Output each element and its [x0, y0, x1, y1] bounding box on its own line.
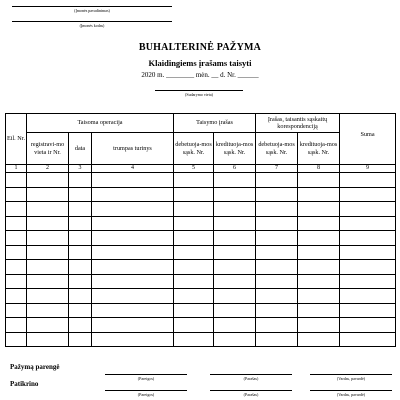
table-cell[interactable]	[214, 245, 256, 260]
table-cell[interactable]	[92, 303, 174, 318]
date-number-line: 2020 m. ________ mėn. __ d. Nr. ______	[141, 71, 259, 79]
table-cell[interactable]	[92, 289, 174, 304]
table-cell[interactable]	[69, 303, 92, 318]
table-row	[6, 173, 396, 188]
table-cell[interactable]	[27, 289, 69, 304]
table-cell[interactable]	[27, 187, 69, 202]
checked-by-label: Patikrino	[10, 380, 39, 388]
table-cell[interactable]	[69, 187, 92, 202]
table-cell[interactable]	[256, 303, 298, 318]
table-cell[interactable]	[27, 173, 69, 188]
header-row-1	[6, 114, 396, 133]
table-cell[interactable]	[256, 245, 298, 260]
table-cell[interactable]	[92, 231, 174, 246]
table-cell[interactable]	[69, 332, 92, 347]
table-cell[interactable]	[340, 231, 396, 246]
table-cell[interactable]	[214, 202, 256, 217]
table-cell[interactable]	[340, 187, 396, 202]
table-cell[interactable]	[214, 318, 256, 333]
column-number: 2	[27, 165, 69, 173]
table-cell[interactable]	[174, 187, 214, 202]
table-cell[interactable]	[69, 216, 92, 231]
table-cell[interactable]	[6, 187, 27, 202]
column-number: 5	[174, 165, 214, 173]
table-cell[interactable]	[298, 202, 340, 217]
table-cell[interactable]	[92, 318, 174, 333]
group-operation-header: Taisoma operacija	[27, 114, 174, 133]
header-row-2	[6, 133, 396, 165]
company-name-line	[12, 6, 172, 7]
table-cell[interactable]	[298, 274, 340, 289]
document-title: BUHALTERINĖ PAŽYMA	[138, 42, 262, 53]
prepared-signature-line	[210, 374, 292, 375]
correction-table	[5, 113, 396, 347]
table-cell[interactable]	[256, 260, 298, 275]
sub-registration-header: registravi-mo vieta ir Nr.	[27, 133, 69, 165]
sub-debit-2-header: debetuoja-mos sąsk. Nr.	[256, 133, 298, 165]
table-cell[interactable]	[256, 274, 298, 289]
table-cell[interactable]	[340, 260, 396, 275]
table-cell[interactable]	[6, 202, 27, 217]
prepared-name-line	[310, 374, 392, 375]
table-cell[interactable]	[174, 216, 214, 231]
table-cell[interactable]	[214, 274, 256, 289]
company-code-caption: (Įmonės kodas)	[79, 23, 105, 28]
table-cell[interactable]	[174, 318, 214, 333]
table-cell[interactable]	[340, 289, 396, 304]
table-cell[interactable]	[92, 245, 174, 260]
table-cell[interactable]	[214, 231, 256, 246]
table-cell[interactable]	[92, 274, 174, 289]
table-cell[interactable]	[6, 274, 27, 289]
group-correction-header: Taisymo įrašas	[174, 114, 256, 133]
table-cell[interactable]	[298, 260, 340, 275]
table-cell[interactable]	[92, 187, 174, 202]
prepared-name-caption: (Vardas, pavardė)	[336, 376, 366, 381]
sub-date-header: data	[69, 133, 92, 165]
table-row	[6, 303, 396, 318]
table-row	[6, 187, 396, 202]
column-number: 8	[298, 165, 340, 173]
table-cell[interactable]	[27, 245, 69, 260]
column-number: 6	[214, 165, 256, 173]
checked-signature-caption: (Parašas)	[243, 392, 259, 397]
table-cell[interactable]	[340, 245, 396, 260]
table-cell[interactable]	[256, 187, 298, 202]
table-cell[interactable]	[340, 173, 396, 188]
place-line	[155, 90, 243, 91]
table-cell[interactable]	[256, 173, 298, 188]
table-cell[interactable]	[92, 173, 174, 188]
table-cell[interactable]	[214, 303, 256, 318]
table-cell[interactable]	[340, 274, 396, 289]
table-cell[interactable]	[69, 318, 92, 333]
table-cell[interactable]	[69, 202, 92, 217]
table-cell[interactable]	[92, 260, 174, 275]
table-cell[interactable]	[214, 187, 256, 202]
table-cell[interactable]	[174, 303, 214, 318]
table-cell[interactable]	[174, 260, 214, 275]
table-cell[interactable]	[256, 289, 298, 304]
company-code-line	[12, 21, 172, 22]
table-cell[interactable]	[256, 318, 298, 333]
sub-summary-header: trumpas turinys	[92, 133, 174, 165]
checked-name-line	[310, 390, 392, 391]
table-cell[interactable]	[298, 289, 340, 304]
table-cell[interactable]	[174, 202, 214, 217]
table-cell[interactable]	[27, 260, 69, 275]
table-cell[interactable]	[27, 202, 69, 217]
document-subtitle: Klaidingiems įrašams taisyti	[148, 58, 252, 68]
table-cell[interactable]	[298, 231, 340, 246]
table-cell[interactable]	[27, 318, 69, 333]
col-suma-header: Suma	[340, 114, 396, 165]
table-cell[interactable]	[92, 216, 174, 231]
table-body	[6, 173, 396, 347]
sub-credit-1-header: kredituoja-mos sąsk. Nr.	[214, 133, 256, 165]
table-cell[interactable]	[6, 216, 27, 231]
table-cell[interactable]	[174, 274, 214, 289]
group-correspondence-header: Įrašas, taisantis sąskaitų korespondenciją	[256, 114, 340, 133]
table-cell[interactable]	[340, 318, 396, 333]
checked-position-line	[105, 390, 187, 391]
table-cell[interactable]	[6, 245, 27, 260]
table-cell[interactable]	[69, 231, 92, 246]
table-cell[interactable]	[69, 274, 92, 289]
table-row	[6, 202, 396, 217]
column-number-row	[6, 165, 396, 173]
table-cell[interactable]	[92, 202, 174, 217]
table-cell[interactable]	[214, 332, 256, 347]
table-cell[interactable]	[298, 173, 340, 188]
table-cell[interactable]	[174, 231, 214, 246]
table-cell[interactable]	[27, 231, 69, 246]
table-cell[interactable]	[298, 187, 340, 202]
sub-credit-2-header: kredituoja-mos sąsk. Nr.	[298, 133, 340, 165]
table-row	[6, 231, 396, 246]
table-cell[interactable]	[6, 231, 27, 246]
prepared-position-caption: (Pareigos)	[137, 376, 155, 381]
table-cell[interactable]	[298, 245, 340, 260]
table-cell[interactable]	[92, 332, 174, 347]
table-cell[interactable]	[340, 202, 396, 217]
table-cell[interactable]	[174, 332, 214, 347]
table-row	[6, 245, 396, 260]
column-number: 9	[340, 165, 396, 173]
table-cell[interactable]	[340, 216, 396, 231]
table-cell[interactable]	[69, 289, 92, 304]
table-cell[interactable]	[27, 332, 69, 347]
checked-position-caption: (Pareigos)	[137, 392, 155, 397]
checked-signature-line	[210, 390, 292, 391]
col-eil-header: Eil. Nr.	[6, 114, 27, 165]
column-number: 3	[69, 165, 92, 173]
prepared-position-line	[105, 374, 187, 375]
table-cell[interactable]	[298, 216, 340, 231]
table-cell[interactable]	[340, 303, 396, 318]
column-number: 1	[6, 165, 27, 173]
table-cell[interactable]	[214, 173, 256, 188]
table-row	[6, 274, 396, 289]
table-row	[6, 318, 396, 333]
checked-name-caption: (Vardas, pavardė)	[336, 392, 366, 397]
table-cell[interactable]	[214, 289, 256, 304]
company-name-caption: (Įmonės pavadinimas)	[74, 8, 110, 13]
table-cell[interactable]	[6, 260, 27, 275]
table-cell[interactable]	[256, 231, 298, 246]
table-cell[interactable]	[174, 173, 214, 188]
prepared-signature-caption: (Parašas)	[243, 376, 259, 381]
column-number: 7	[256, 165, 298, 173]
table-cell[interactable]	[256, 202, 298, 217]
table-cell[interactable]	[27, 303, 69, 318]
table-row	[6, 260, 396, 275]
place-caption: (Sudarymo vieta)	[185, 92, 213, 97]
table-cell[interactable]	[69, 260, 92, 275]
table-cell[interactable]	[6, 318, 27, 333]
table-cell[interactable]	[27, 274, 69, 289]
table-cell[interactable]	[6, 289, 27, 304]
table-cell[interactable]	[69, 173, 92, 188]
table-row	[6, 289, 396, 304]
table-cell[interactable]	[6, 303, 27, 318]
sub-debit-1-header: debetuoja-mos sąsk. Nr.	[174, 133, 214, 165]
table-cell[interactable]	[174, 245, 214, 260]
table-cell[interactable]	[298, 303, 340, 318]
prepared-by-label: Pažymą parengė	[10, 363, 60, 371]
table-row	[6, 332, 396, 347]
table-cell[interactable]	[340, 332, 396, 347]
table-cell[interactable]	[69, 245, 92, 260]
table-cell[interactable]	[214, 216, 256, 231]
table-cell[interactable]	[27, 216, 69, 231]
table-cell[interactable]	[214, 260, 256, 275]
table-row	[6, 216, 396, 231]
table-cell[interactable]	[174, 289, 214, 304]
table-cell[interactable]	[6, 332, 27, 347]
table-cell[interactable]	[256, 216, 298, 231]
table-cell[interactable]	[6, 173, 27, 188]
table-cell[interactable]	[298, 332, 340, 347]
table-cell[interactable]	[298, 318, 340, 333]
table-cell[interactable]	[256, 332, 298, 347]
column-number: 4	[92, 165, 174, 173]
